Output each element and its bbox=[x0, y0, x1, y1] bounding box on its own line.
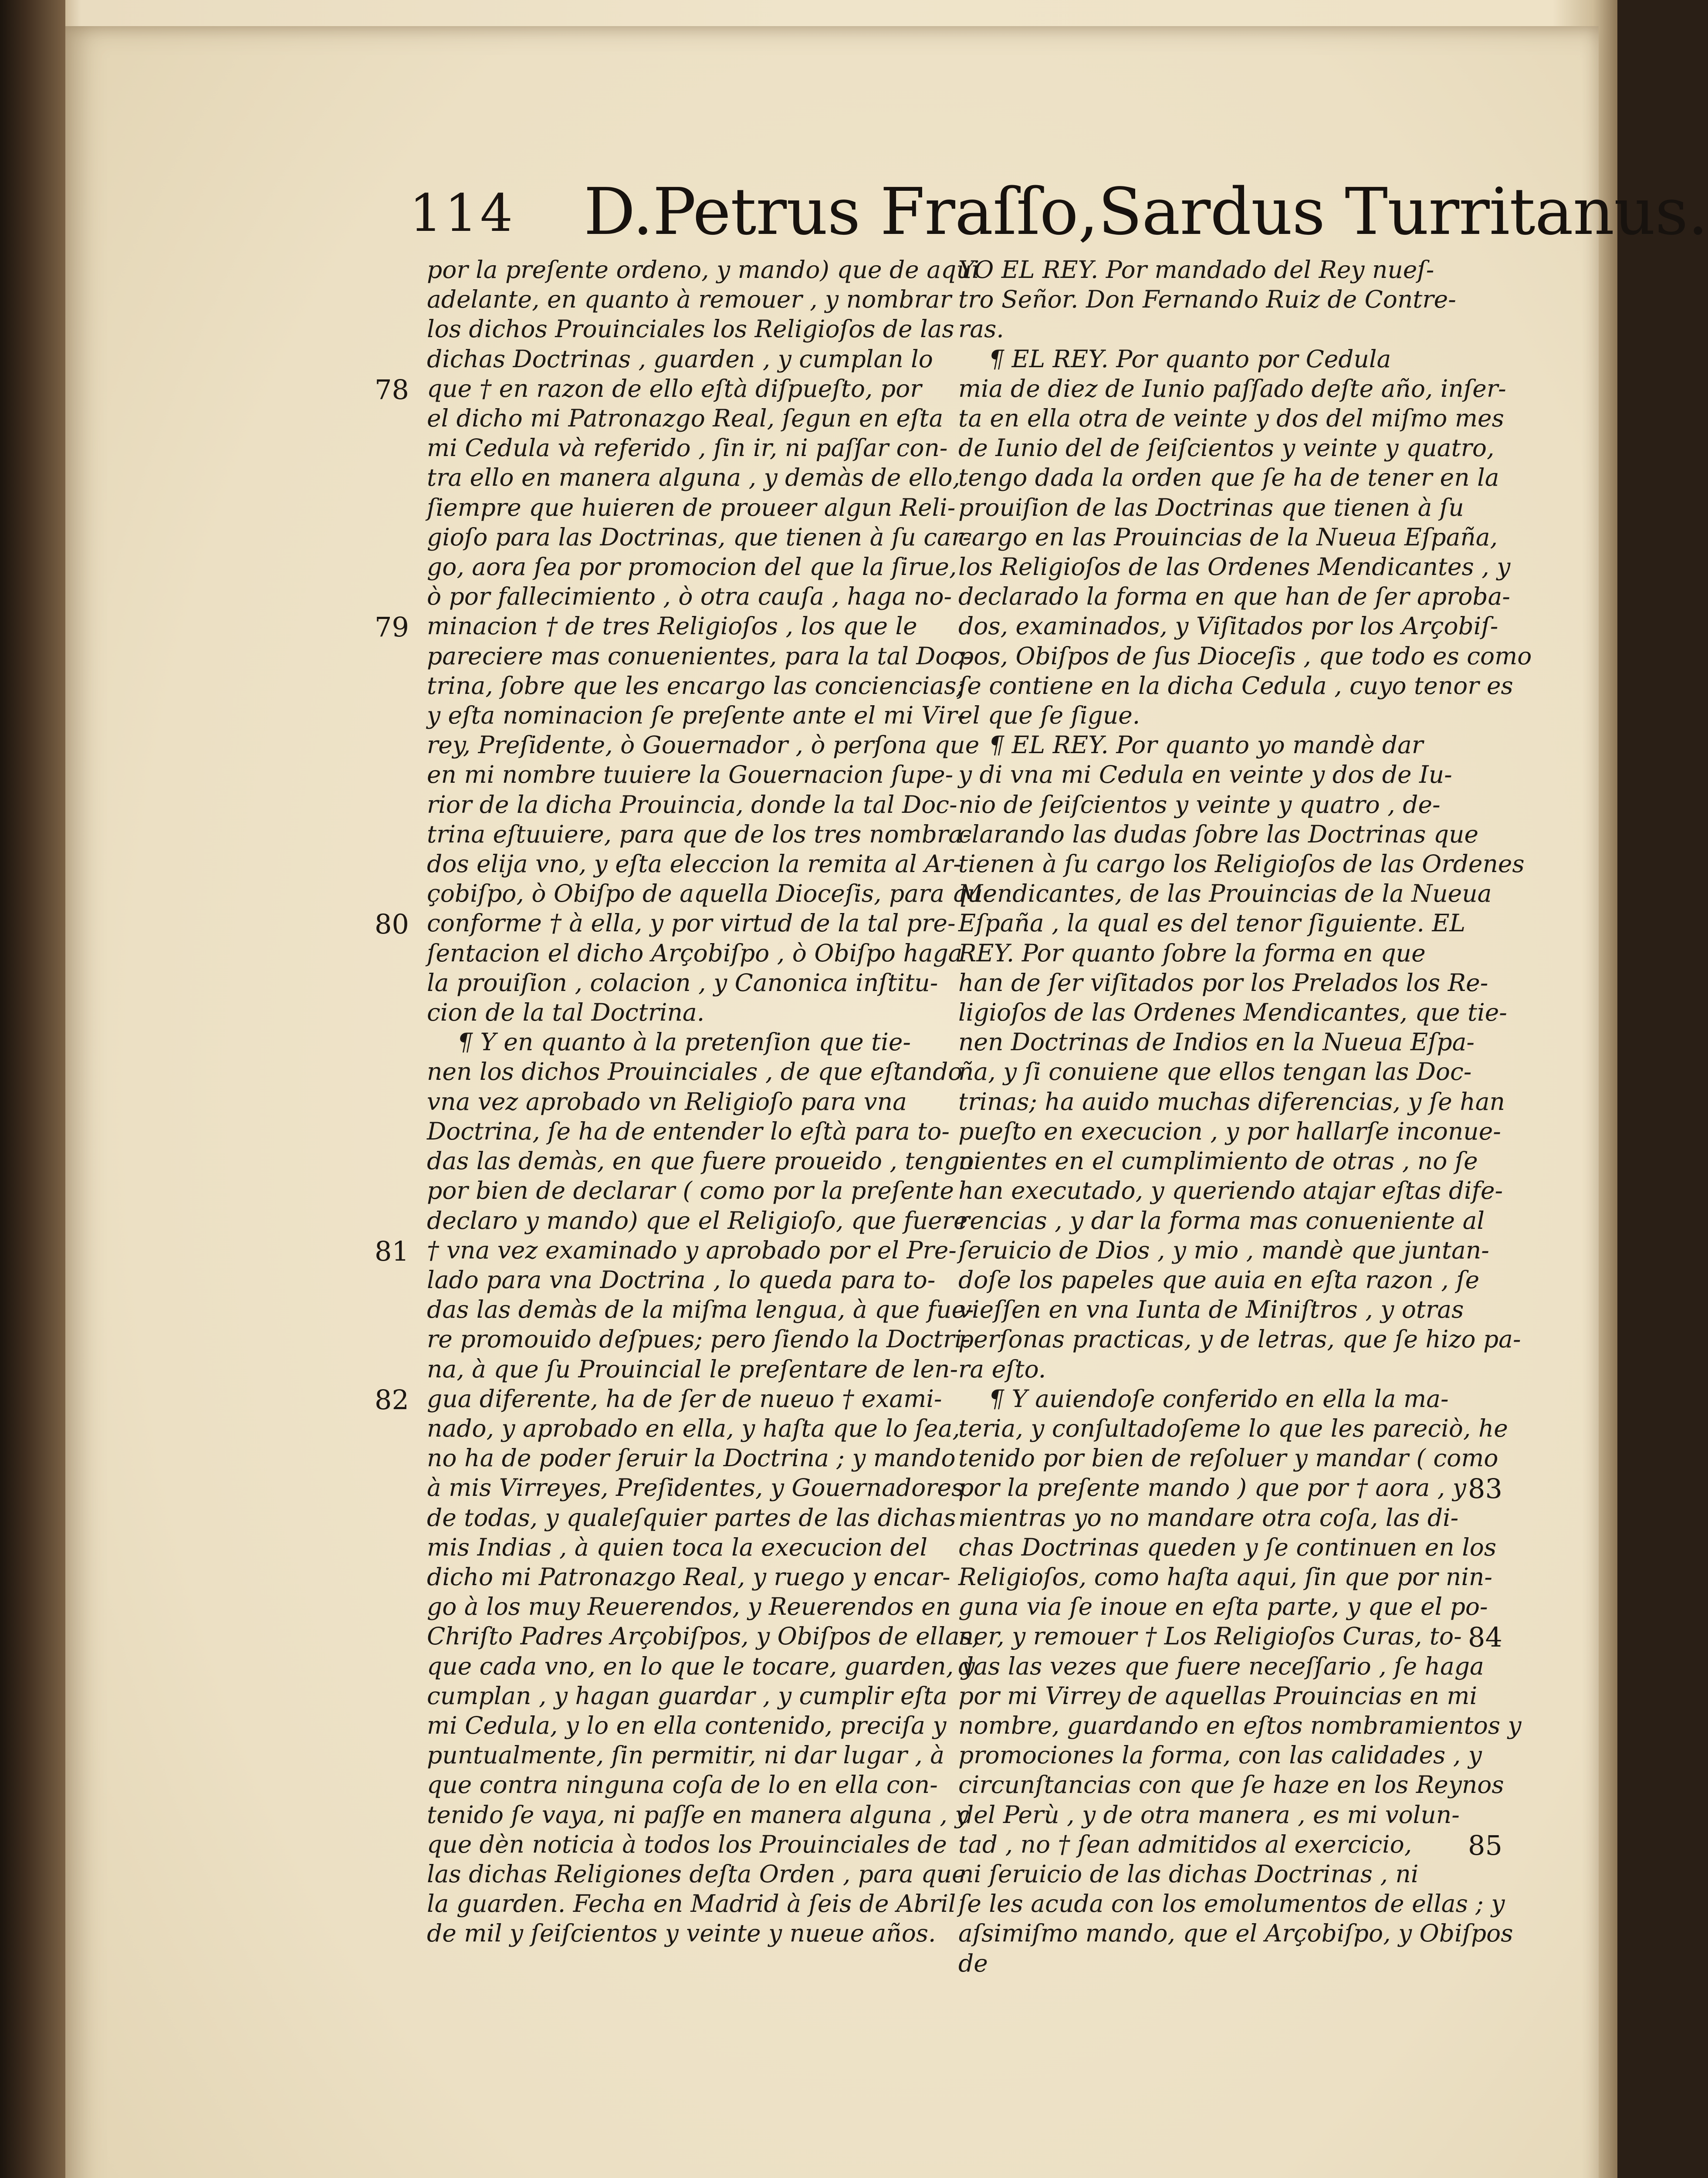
text-line: nen Doctrinas de Indios en la Nueua Eſpa- bbox=[958, 1028, 1475, 1056]
text-line: circunſtancias con que ſe haze en los Reynos bbox=[958, 1771, 1504, 1799]
text-line: ò por fallecimiento , ò otra cauſa , haga no- bbox=[427, 582, 952, 611]
running-title: D.Petrus Fraſſo,Sardus Turritanus. bbox=[584, 174, 1708, 249]
text-line: nientes en el cumplimiento de otras , no ſe bbox=[958, 1147, 1478, 1175]
text-line: nombre, guardando en eſtos nombramientos y bbox=[958, 1711, 1522, 1739]
text-line: trina eſtuuiere, para que de los tres nombra- bbox=[427, 820, 971, 848]
text-line: re promouido deſpues; pero ſiendo la Doctri- bbox=[427, 1325, 971, 1353]
page-number: 114 bbox=[409, 183, 516, 243]
text-line: Religioſos, como haſta aqui, ſin que por nin- bbox=[958, 1562, 1492, 1591]
text-line: go, aora ſea por promocion del que la ſirue, bbox=[427, 553, 957, 581]
text-line: ¶ EL REY. Por quanto yo mandè dar bbox=[989, 731, 1424, 759]
text-line: han executado, y queriendo atajar eſtas dife- bbox=[958, 1177, 1503, 1205]
text-line: das las vezes que fuere neceſſario , ſe haga bbox=[958, 1652, 1484, 1680]
text-line: de todas, y qualeſquier partes de las dichas bbox=[427, 1503, 956, 1532]
marginal-number: 83 bbox=[1468, 1473, 1502, 1505]
text-line: de Iunio del de ſeiſcientos y veinte y quatro, bbox=[958, 434, 1495, 462]
text-line: tengo dada la orden que ſe ha de tener en la bbox=[958, 463, 1499, 492]
text-line: el que ſe ſigue. bbox=[958, 701, 1140, 730]
text-line: vna vez aprobado vn Religioſo para vna bbox=[427, 1087, 907, 1116]
text-line: ta en ella otra de veinte y dos del miſmo mes bbox=[958, 404, 1504, 433]
book-gutter bbox=[0, 0, 65, 2178]
text-line: à mis Virreyes, Preſidentes, y Gouernadores bbox=[427, 1474, 964, 1502]
text-line: cumplan , y hagan guardar , y cumplir eſta bbox=[427, 1681, 947, 1710]
text-line: guna via ſe inoue en eſta parte, y que el po- bbox=[958, 1593, 1488, 1621]
text-line: Mendicantes, de las Prouincias de la Nueua bbox=[958, 879, 1492, 908]
text-line: que † en razon de ello eſtà diſpueſto, por bbox=[427, 374, 922, 402]
text-line: rey, Preſidente, ò Gouernador , ò perſona que bbox=[427, 731, 980, 759]
text-line: declaro y mando) que el Religioſo, que fuere bbox=[427, 1206, 968, 1234]
text-line: ¶ Y auiendoſe conferido en ella la ma- bbox=[989, 1384, 1449, 1413]
text-line: mi Cedula và referido , ſin ir, ni paſſar con- bbox=[427, 434, 948, 462]
text-line: † vna vez examinado y aprobado por el Pre- bbox=[427, 1236, 957, 1264]
text-line: del Perù , y de otra manera , es mi volun- bbox=[958, 1800, 1460, 1829]
text-line: por la preſente ordeno, y mando) que de aqui bbox=[427, 256, 980, 284]
text-line: ſe contiene en la dicha Cedula , cuyo tenor es bbox=[958, 671, 1513, 700]
text-line: clarando las dudas ſobre las Doctrinas que bbox=[958, 820, 1479, 848]
text-line: pueſto en execucion , y por hallarſe inconue- bbox=[958, 1117, 1501, 1145]
text-line: la prouiſion , colacion , y Canonica inſtitu- bbox=[427, 968, 938, 997]
text-line: nado, y aprobado en ella, y haſta que lo ſea, bbox=[427, 1414, 960, 1442]
text-line: por mi Virrey de aquellas Prouincias en mi bbox=[958, 1681, 1478, 1710]
text-line: ras. bbox=[958, 315, 1004, 343]
text-line: mis Indias , à quien toca la execucion del bbox=[427, 1533, 928, 1561]
text-line: ligioſos de las Ordenes Mendicantes, que tie- bbox=[958, 998, 1507, 1027]
text-line: dos, examinados, y Viſitados por los Arçobiſ- bbox=[958, 612, 1498, 640]
text-line: ña, y ſi conuiene que ellos tengan las Doc- bbox=[958, 1058, 1472, 1086]
text-line: çobiſpo, ò Obiſpo de aquella Dioceſis, para que bbox=[427, 879, 997, 908]
text-line: y eſta nominacion ſe preſente ante el mi Vir- bbox=[427, 701, 966, 730]
text-line: REY. Por quanto ſobre la forma en que bbox=[958, 939, 1426, 967]
text-line: ſeruicio de Dios , y mio , mandè que juntan- bbox=[958, 1236, 1489, 1264]
text-line: de mil y ſeiſcientos y veinte y nueue años. bbox=[427, 1919, 936, 1948]
text-line: go à los muy Reuerendos, y Reuerendos en bbox=[427, 1593, 951, 1621]
text-line: tra ello en manera alguna , y demàs de ello, bbox=[427, 463, 961, 492]
text-line: puntualmente, ſin permitir, ni dar lugar , à bbox=[427, 1741, 945, 1769]
text-line: tro Señor. Don Fernando Ruiz de Contre- bbox=[958, 285, 1456, 314]
text-line: aſsimiſmo mando, que el Arçobiſpo, y Obiſpos bbox=[958, 1919, 1513, 1948]
text-line: que contra ninguna coſa de lo en ella con- bbox=[427, 1771, 938, 1799]
text-line: das las demàs, en que fuere proueido , tengo bbox=[427, 1147, 974, 1175]
text-line: ſiempre que huieren de proueer algun Reli- bbox=[427, 493, 956, 521]
text-line: que dèn noticia à todos los Prouinciales de bbox=[427, 1830, 947, 1858]
text-line: promociones la forma, con las calidades , y bbox=[958, 1741, 1482, 1769]
text-line: doſe los papeles que auia en eſta razon , ſe bbox=[958, 1265, 1480, 1294]
text-line: mientras yo no mandare otra coſa, las di- bbox=[958, 1503, 1459, 1532]
text-line: cargo en las Prouincias de la Nueua Eſpaña, bbox=[958, 523, 1498, 551]
text-line: dichas Doctrinas , guarden , y cumplan lo bbox=[427, 345, 933, 373]
marginal-number: 85 bbox=[1468, 1829, 1502, 1861]
text-line: perſonas practicas, y de letras, que ſe hizo pa- bbox=[958, 1325, 1521, 1353]
text-line: por bien de declarar ( como por la preſente bbox=[427, 1177, 954, 1205]
text-line: las dichas Religiones deſta Orden , para que bbox=[427, 1860, 966, 1888]
text-line: gioſo para las Doctrinas, que tienen à ſu car- bbox=[427, 523, 971, 551]
text-line: y di vna mi Cedula en veinte y dos de Iu- bbox=[958, 761, 1452, 789]
text-line: los dichos Prouinciales los Religioſos de las bbox=[427, 315, 954, 343]
text-line: na, à que ſu Prouincial le preſentare de len- bbox=[427, 1355, 958, 1383]
text-line: Eſpaña , la qual es del tenor ſiguiente. EL bbox=[958, 909, 1465, 937]
text-line: rior de la dicha Prouincia, donde la tal Doc- bbox=[427, 790, 957, 818]
marginal-number: 84 bbox=[1468, 1621, 1502, 1654]
text-line: los Religioſos de las Ordenes Mendicantes , y bbox=[958, 553, 1511, 581]
text-line: trina, ſobre que les encargo las conciencias; bbox=[427, 671, 965, 700]
left-column bbox=[427, 255, 997, 1948]
marginal-number: 82 bbox=[375, 1383, 409, 1416]
text-line: ſe les acuda con los emolumentos de ellas ; y bbox=[958, 1890, 1505, 1918]
text-line: que cada vno, en lo que le tocare, guarden, y bbox=[427, 1652, 975, 1680]
text-line: Chriſto Padres Arçobiſpos, y Obiſpos de ellas, bbox=[427, 1622, 980, 1650]
text-line: pareciere mas conuenientes, para la tal Doc- bbox=[427, 642, 971, 670]
text-line: cion de la tal Doctrina. bbox=[427, 998, 705, 1027]
text-line: no ha de poder ſeruir la Doctrina ; y mando bbox=[427, 1444, 956, 1472]
text-line: YO EL REY. Por mandado del Rey nueſ- bbox=[958, 256, 1434, 284]
text-line: el dicho mi Patronazgo Real, ſegun en eſta bbox=[427, 404, 944, 433]
text-line: ra eſto. bbox=[958, 1355, 1046, 1383]
text-line: han de ſer viſitados por los Prelados los Re- bbox=[958, 968, 1488, 997]
text-line: de bbox=[958, 1949, 988, 1977]
text-line: nen los dichos Prouinciales , de que eſtando bbox=[427, 1058, 963, 1086]
text-line: Doctrina, ſe ha de entender lo eſtà para to- bbox=[427, 1117, 950, 1145]
text-line: mi Cedula, y lo en ella contenido, preciſa y bbox=[427, 1711, 947, 1739]
text-line: rencias , y dar la forma mas conueniente al bbox=[958, 1206, 1485, 1234]
text-line: dicho mi Patronazgo Real, y ruego y encar- bbox=[427, 1562, 950, 1591]
text-line: adelante, en quanto à remouer , y nombrar bbox=[427, 285, 951, 314]
text-line: prouiſion de las Doctrinas que tienen à ſu bbox=[958, 493, 1464, 521]
text-line: tad , no † ſean admitidos al exercicio, bbox=[958, 1830, 1412, 1858]
text-line: nio de ſeiſcientos y veinte y quatro , de- bbox=[958, 790, 1441, 818]
text-line: ner, y remouer † Los Religioſos Curas, to- bbox=[958, 1622, 1462, 1650]
text-line: tenido por bien de reſoluer y mandar ( como bbox=[958, 1444, 1498, 1472]
marginal-number: 78 bbox=[375, 373, 409, 406]
text-line: conforme † à ella, y por virtud de la tal pre- bbox=[427, 909, 956, 937]
text-line: vieſſen en vna Iunta de Miniſtros , y otras bbox=[958, 1295, 1464, 1324]
text-line: pos, Obiſpos de ſus Dioceſis , que todo es como bbox=[958, 642, 1532, 670]
text-line: dos elija vno, y eſta eleccion la remita al Ar- bbox=[427, 850, 961, 878]
text-line: ¶ Y en quanto à la pretenſion que tie- bbox=[457, 1028, 911, 1056]
text-line: trinas; ha auido muchas diferencias, y ſe han bbox=[958, 1087, 1505, 1116]
text-line: declarado la forma en que han de ſer aproba- bbox=[958, 582, 1511, 611]
text-line: tenido ſe vaya, ni paſſe en manera alguna , y bbox=[427, 1800, 969, 1829]
text-line: por la preſente mando ) que por † aora , y bbox=[958, 1474, 1466, 1502]
text-line: teria, y conſultadoſeme lo que les pareciò, he bbox=[958, 1414, 1508, 1442]
text-line: ni ſeruicio de las dichas Doctrinas , ni bbox=[958, 1860, 1419, 1888]
text-line: lado para vna Doctrina , lo queda para to- bbox=[427, 1265, 936, 1294]
marginal-number: 80 bbox=[375, 908, 409, 940]
marginal-number: 79 bbox=[375, 611, 409, 643]
text-line: gua diferente, ha de ſer de nueuo † exami- bbox=[427, 1384, 942, 1413]
text-line: minacion † de tres Religioſos , los que le bbox=[427, 612, 917, 640]
text-line: mia de diez de Iunio paſſado deſte año, inſer- bbox=[958, 374, 1506, 402]
text-line: en mi nombre tuuiere la Gouernacion ſupe- bbox=[427, 761, 954, 789]
text-line: la guarden. Fecha en Madrid à ſeis de Abril bbox=[427, 1890, 956, 1918]
text-line: chas Doctrinas queden y ſe continuen en los bbox=[958, 1533, 1497, 1561]
text-line: das las demàs de la miſma lengua, à que fue- bbox=[427, 1295, 974, 1324]
text-line: ſentacion el dicho Arçobiſpo , ò Obiſpo haga bbox=[427, 939, 963, 967]
text-line: tienen à ſu cargo los Religioſos de las Ordenes bbox=[958, 850, 1525, 878]
text-line: ¶ EL REY. Por quanto por Cedula bbox=[989, 345, 1391, 373]
marginal-number: 81 bbox=[375, 1235, 409, 1267]
